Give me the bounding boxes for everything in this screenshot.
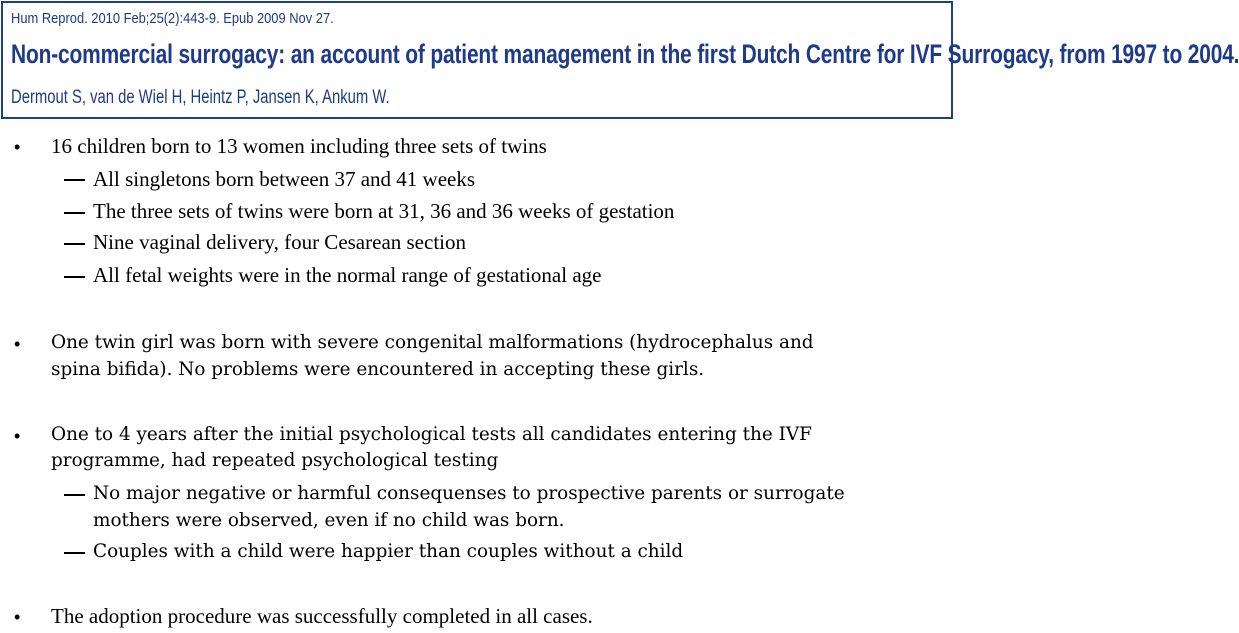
dash-marker [64, 276, 85, 278]
dash-marker [64, 494, 85, 496]
bullet-3-sub-1-line-2: mothers were observed, even if no child was born. [93, 510, 565, 531]
bullet-3-sub-2: Couples with a child were happier than couples without a child [93, 541, 684, 562]
citation-title: Non-commercial surrogacy: an account of patient management in the first Dutch Centre for IVF Surrogacy, from 1997 to 2004. [11, 39, 1239, 69]
bullet-3-line-1: One to 4 years after the initial psychological tests all candidates entering the IVF [51, 424, 812, 445]
bullet-1-sub-1: All singletons born between 37 and 41 weeks [93, 167, 476, 191]
bullet-marker: • [14, 607, 21, 627]
bullet-marker: • [14, 137, 21, 157]
bullet-1-sub-3: Nine vaginal delivery, four Cesarean section [93, 230, 466, 254]
bullet-marker: • [14, 426, 21, 446]
bullet-marker: • [14, 334, 21, 354]
dash-marker [64, 552, 85, 554]
dash-marker [64, 243, 85, 245]
citation-source-line: Hum Reprod. 2010 Feb;25(2):443-9. Epub 2009 Nov 27. [11, 10, 334, 27]
bullet-1-text: 16 children born to 13 women including three sets of twins [51, 134, 547, 158]
dash-marker [64, 179, 85, 181]
bullet-4-text: The adoption procedure was successfully completed in all cases. [51, 604, 593, 628]
bullet-2-line-1: One twin girl was born with severe congenital malformations (hydrocephalus and [51, 332, 814, 353]
citation-authors: Dermout S, van de Wiel H, Heintz P, Jansen K, Ankum W. [11, 87, 390, 108]
bullet-2-line-2: spina bifida). No problems were encountered in accepting these girls. [51, 359, 705, 380]
bullet-1-sub-4: All fetal weights were in the normal range of gestational age [93, 263, 602, 287]
bullet-3-sub-1-line-1: No major negative or harmful consequenses to prospective parents or surrogate [93, 483, 845, 504]
citation-box [1, 1, 1239, 119]
bullet-1-sub-2: The three sets of twins were born at 31, 36 and 36 weeks of gestation [93, 199, 675, 223]
dash-marker [64, 212, 85, 214]
bullet-3-line-2: programme, had repeated psychological testing [51, 450, 499, 471]
